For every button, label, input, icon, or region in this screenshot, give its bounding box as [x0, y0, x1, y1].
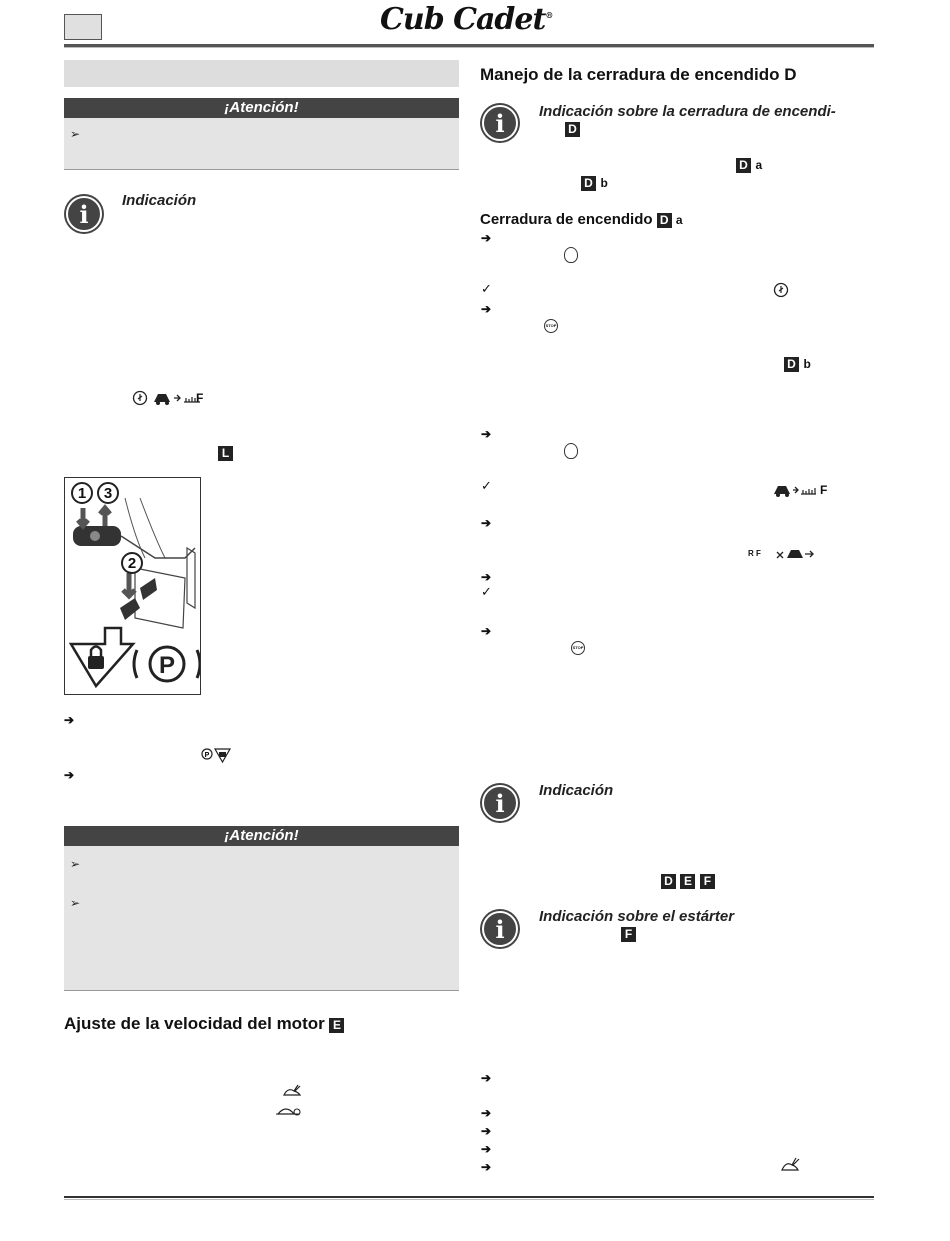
figure-ref: D a	[736, 156, 762, 174]
step-arrow-icon: ➔	[481, 427, 492, 441]
info-title: Indicación sobre la cerradura de encendi-	[539, 103, 836, 120]
parking-brake-figure	[64, 477, 201, 695]
step-arrow-icon: ➔	[481, 624, 492, 638]
step-arrow-icon: ➔	[481, 1142, 492, 1156]
figure-step-label: 1	[71, 482, 93, 504]
turtle-slow-icon	[274, 1104, 302, 1123]
figure-ref-badge: L	[218, 446, 233, 461]
figure-ref: D b	[784, 355, 811, 373]
attention-box-1	[64, 98, 459, 170]
step-arrow-icon: ➔	[481, 516, 492, 530]
section-title-engine-speed: Ajuste de la velocidad del motor E	[64, 1014, 344, 1034]
start-knob-icon	[564, 443, 578, 459]
result-check-icon: ✓	[481, 281, 492, 296]
rabbit-fast-icon	[280, 1083, 304, 1104]
step-arrow-icon: ➔	[481, 570, 492, 584]
stop-icon: STOP	[571, 641, 585, 655]
footer-rule	[64, 1196, 874, 1198]
rabbit-fast-icon	[778, 1156, 802, 1179]
info-title: Indicación	[122, 192, 197, 209]
key-symbol-icon	[773, 282, 789, 303]
list-bullet-icon: ➢	[70, 896, 81, 910]
step-arrow-icon: ➔	[481, 1106, 492, 1120]
step-arrow-icon: ➔	[481, 302, 492, 316]
stop-icon: STOP	[544, 319, 558, 333]
step-arrow-icon: ➔	[481, 1124, 492, 1138]
reverse-mower-symbol: R F	[748, 549, 761, 558]
svg-text:P: P	[204, 752, 210, 759]
symbol-f-label: F	[820, 483, 828, 497]
attention-box-2	[64, 826, 459, 991]
key-symbol-icon	[132, 390, 148, 411]
mower-engaged-icon	[152, 390, 202, 411]
brand-logo: Cub Cadet®	[380, 2, 553, 37]
page-number-box	[64, 14, 102, 40]
start-knob-icon	[564, 247, 578, 263]
section-title-ignition: Manejo de la cerradura de encendido D	[480, 65, 797, 84]
info-title: Indicación sobre el estárter	[539, 908, 735, 925]
info-icon: i	[482, 911, 518, 947]
attention-banner: ¡Atención!	[64, 826, 459, 846]
svg-text:P: P	[158, 652, 176, 679]
info-icon: i	[66, 196, 102, 232]
figure-ref-badge: E	[329, 1018, 344, 1033]
figure-ref: D b	[581, 174, 608, 192]
figure-ref-badge: D	[565, 122, 580, 137]
footer-rule-light	[64, 1199, 874, 1200]
step-arrow-icon: ➔	[481, 231, 492, 245]
figure-refs: D E F	[661, 872, 715, 890]
header-rule-light	[64, 47, 874, 48]
figure-ref-badge: F	[621, 927, 636, 942]
section-grey-bar	[64, 60, 459, 87]
reverse-mower-icon	[775, 546, 817, 567]
list-bullet-icon: ➢	[70, 857, 81, 871]
result-check-icon: ✓	[481, 584, 492, 599]
figure-step-label: 2	[121, 552, 143, 574]
result-check-icon: ✓	[481, 478, 492, 493]
step-arrow-icon: ➔	[64, 713, 75, 727]
attention-banner: ¡Atención!	[64, 98, 459, 118]
parking-brake-lock-icon	[200, 746, 232, 769]
symbol-f-label: F	[196, 391, 204, 405]
list-bullet-icon: ➢	[70, 127, 81, 141]
step-arrow-icon: ➔	[481, 1160, 492, 1174]
subsection-title-lock-a: Cerradura de encendido D a	[480, 211, 683, 228]
figure-step-label: 3	[97, 482, 119, 504]
info-title: Indicación	[539, 782, 614, 799]
info-icon: i	[482, 785, 518, 821]
step-arrow-icon: ➔	[481, 1071, 492, 1085]
step-arrow-icon: ➔	[64, 768, 75, 782]
mower-engaged-icon	[772, 482, 818, 503]
info-icon: i	[482, 105, 518, 141]
